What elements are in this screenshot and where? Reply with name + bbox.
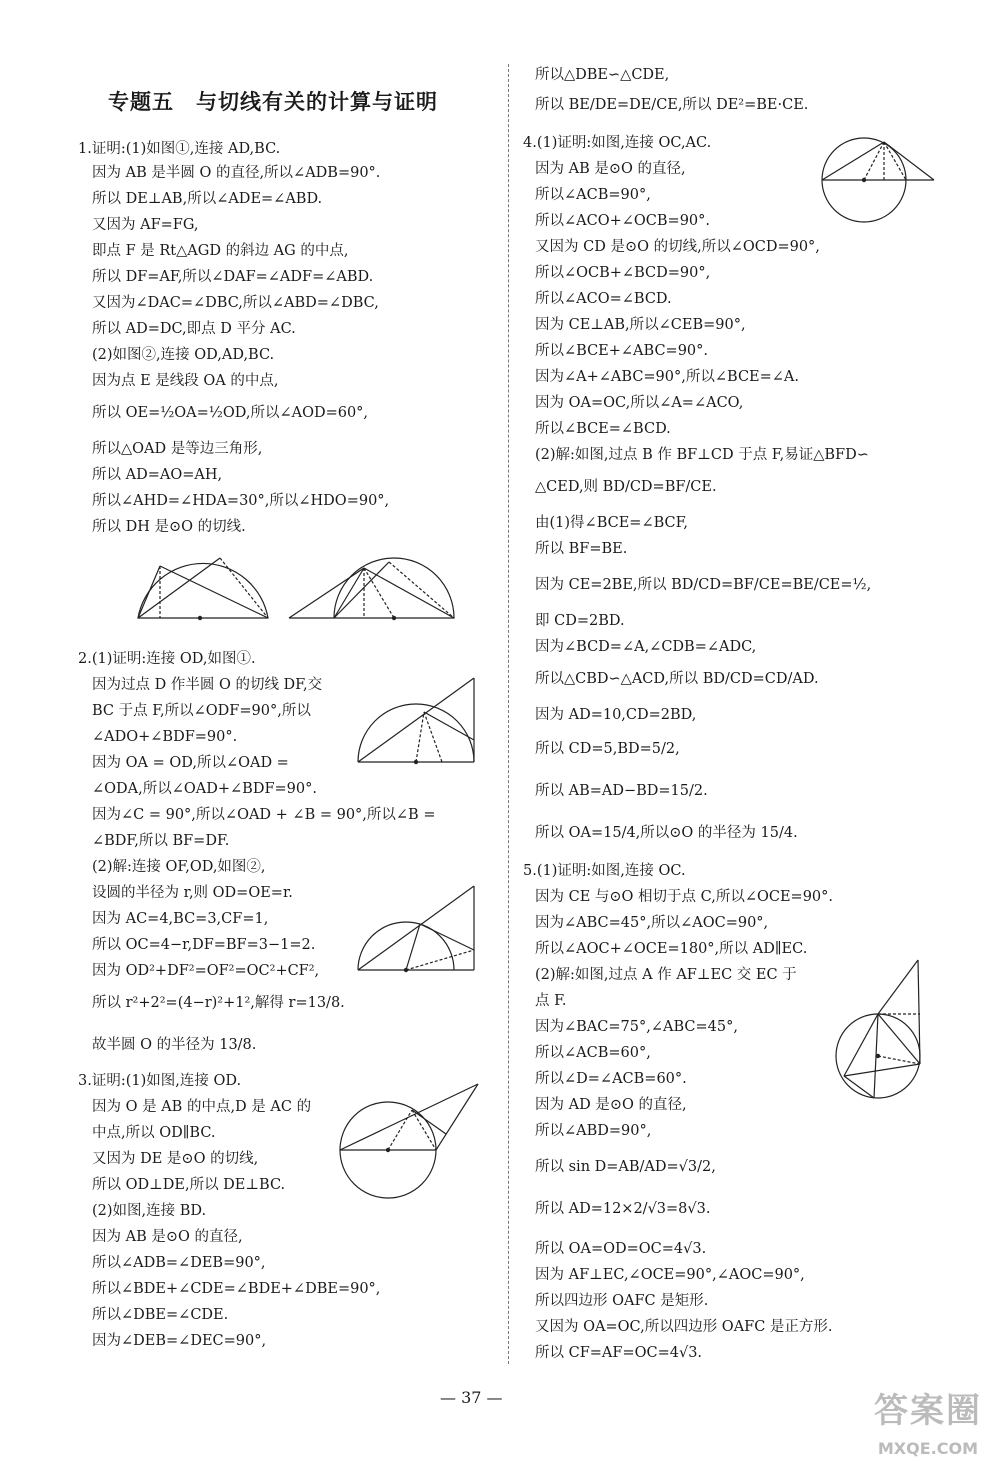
text-line: 点 F. <box>535 993 567 1009</box>
text-line: 又因为 DE 是⊙O 的切线, <box>92 1151 259 1167</box>
watermark-url: MXQE.COM <box>877 1439 978 1458</box>
text-line: 设圆的半径为 r,则 OD=OE=r. <box>92 885 293 901</box>
figure-5 <box>822 952 942 1116</box>
text-line: 因为 CE⊥AB,所以∠CEB=90°, <box>535 317 746 333</box>
text-line: 因为 AF⊥EC,∠OCE=90°,∠AOC=90°, <box>535 1267 805 1283</box>
text-line: 因为 OA = OD,所以∠OAD = <box>92 755 289 771</box>
text-line: 所以 AD=DC,即点 D 平分 AC. <box>92 321 296 337</box>
text-line: 中点,所以 OD∥BC. <box>92 1125 216 1141</box>
text-line: 所以∠BDE+∠CDE=∠BDE+∠DBE=90°, <box>92 1281 381 1297</box>
text-line: 所以∠D=∠ACB=60°. <box>535 1071 687 1087</box>
text-line: 4.(1)证明:如图,连接 OC,AC. <box>523 135 712 151</box>
text-line: 因为 AB 是⊙O 的直径, <box>535 161 686 177</box>
text-line: 因为∠BCD=∠A,∠CDB=∠ADC, <box>535 639 757 655</box>
text-line: 因为∠C = 90°,所以∠OAD + ∠B = 90°,所以∠B = <box>92 807 436 823</box>
figure-3 <box>330 1064 510 1178</box>
text-line: 所以 OC=4−r,DF=BF=3−1=2. <box>92 937 316 953</box>
text-line: 因为 AB 是⊙O 的直径, <box>92 1229 243 1245</box>
text-line: ∠ODA,所以∠OAD+∠BDF=90°. <box>92 781 317 797</box>
text-line: 因为 OA=OC,所以∠A=∠ACO, <box>535 395 744 411</box>
text-line: 因为∠DEB=∠DEC=90°, <box>92 1333 267 1349</box>
watermark-logo: 答案圈 <box>874 1391 982 1431</box>
page-title: 专题五 与切线有关的计算与证明 <box>108 90 438 114</box>
text-line: 所以∠DBE=∠CDE. <box>92 1307 229 1323</box>
text-line: 所以 sin D=AB/AD=√3/2, <box>535 1159 716 1175</box>
text-line: 所以∠ACB=90°, <box>535 187 651 203</box>
text-line: 2.(1)证明:连接 OD,如图①. <box>78 651 256 667</box>
text-line: 所以 CD=5,BD=5/2, <box>535 741 680 757</box>
text-line: 所以 AD=AO=AH, <box>92 467 223 483</box>
text-line: 因为 AC=4,BC=3,CF=1, <box>92 911 269 927</box>
text-line: 所以 DH 是⊙O 的切线. <box>92 519 246 535</box>
text-line: 因为∠ABC=45°,所以∠AOC=90°, <box>535 915 769 931</box>
text-line: (2)如图②,连接 OD,AD,BC. <box>92 347 275 363</box>
text-line: 故半圆 O 的半径为 13/8. <box>92 1037 257 1053</box>
text-line: 所以 CF=AF=OC=4√3. <box>535 1345 703 1361</box>
text-line: 所以 r²+2²=(4−r)²+1²,解得 r=13/8. <box>92 995 345 1011</box>
text-line: 即点 F 是 Rt△AGD 的斜边 AG 的中点, <box>92 243 349 259</box>
text-line: 因为 OD²+DF²=OF²=OC²+CF², <box>92 963 320 979</box>
text-line: 所以 OD⊥DE,所以 DE⊥BC. <box>92 1177 286 1193</box>
text-line: 又因为 AF=FG, <box>92 217 199 233</box>
figure-4 <box>808 132 948 226</box>
text-line: 所以∠AOC+∠OCE=180°,所以 AD∥EC. <box>535 941 808 957</box>
text-line: 因为 AD 是⊙O 的直径, <box>535 1097 687 1113</box>
text-line: 因为过点 D 作半圆 O 的切线 DF,交 <box>92 677 323 693</box>
text-line: 所以∠BCE+∠ABC=90°. <box>535 343 709 359</box>
text-line: 又因为 CD 是⊙O 的切线,所以∠OCD=90°, <box>535 239 820 255</box>
text-line: 所以△DBE∽△CDE, <box>535 67 670 83</box>
text-line: 3.证明:(1)如图,连接 OD. <box>78 1073 242 1089</box>
text-line: 所以 OE=½OA=½OD,所以∠AOD=60°, <box>92 405 369 421</box>
text-line: 所以 AD=12×2/√3=8√3. <box>535 1201 711 1217</box>
text-line: 所以∠OCB+∠BCD=90°, <box>535 265 711 281</box>
text-line: 因为 CE 与⊙O 相切于点 C,所以∠OCE=90°. <box>535 889 834 905</box>
text-line: 所以△CBD∽△ACD,所以 BD/CD=CD/AD. <box>535 671 819 687</box>
page-number: — 37 — <box>440 1388 503 1407</box>
text-line: (2)如图,连接 BD. <box>92 1203 207 1219</box>
text-line: 所以 BF=BE. <box>535 541 628 557</box>
text-line: 所以∠AHD=∠HDA=30°,所以∠HDO=90°, <box>92 493 390 509</box>
figure-1-2 <box>284 548 474 642</box>
text-line: 因为 O 是 AB 的中点,D 是 AC 的 <box>92 1099 312 1115</box>
text-line: 因为∠BAC=75°,∠ABC=45°, <box>535 1019 738 1035</box>
text-line: 5.(1)证明:如图,连接 OC. <box>523 863 686 879</box>
figure-2-1 <box>350 672 490 776</box>
text-line: 所以∠ACO=∠BCD. <box>535 291 672 307</box>
text-line: 所以 OA=15/4,所以⊙O 的半径为 15/4. <box>535 825 798 841</box>
text-line: ∠ADO+∠BDF=90°. <box>92 729 238 745</box>
text-line: 因为 AD=10,CD=2BD, <box>535 707 697 723</box>
text-line: 所以 DE⊥AB,所以∠ADE=∠ABD. <box>92 191 323 207</box>
text-line: (2)解:如图,过点 A 作 AF⊥EC 交 EC 于 <box>535 967 797 983</box>
text-line: △CED,则 BD/CD=BF/CE. <box>535 479 717 495</box>
text-line: 因为 CE=2BE,所以 BD/CD=BF/CE=BE/CE=½, <box>535 577 872 593</box>
text-line: (2)解:连接 OF,OD,如图②, <box>92 859 266 875</box>
figure-2-2 <box>350 880 490 984</box>
text-line: 所以四边形 OAFC 是矩形. <box>535 1293 709 1309</box>
figure-1-1 <box>128 548 278 642</box>
text-line: 因为 AB 是半圆 O 的直径,所以∠ADB=90°. <box>92 165 381 181</box>
text-line: 所以△OAD 是等边三角形, <box>92 441 263 457</box>
text-line: 由(1)得∠BCE=∠BCF, <box>535 515 689 531</box>
text-line: 所以∠ABD=90°, <box>535 1123 652 1139</box>
text-line: 所以∠BCE=∠BCD. <box>535 421 671 437</box>
text-line: 即 CD=2BD. <box>535 613 625 629</box>
text-line: 1.证明:(1)如图①,连接 AD,BC. <box>78 141 281 157</box>
text-line: 所以 AB=AD−BD=15/2. <box>535 783 708 799</box>
text-line: 又因为∠DAC=∠DBC,所以∠ABD=∠DBC, <box>92 295 379 311</box>
text-line: BC 于点 F,所以∠ODF=90°,所以 <box>92 703 311 719</box>
text-line: 因为点 E 是线段 OA 的中点, <box>92 373 279 389</box>
text-line: (2)解:如图,过点 B 作 BF⊥CD 于点 F,易证△BFD∽ <box>535 447 869 463</box>
text-line: 所以 OA=OD=OC=4√3. <box>535 1241 707 1257</box>
text-line: ∠BDF,所以 BF=DF. <box>92 833 230 849</box>
text-line: 因为∠A+∠ABC=90°,所以∠BCE=∠A. <box>535 369 800 385</box>
text-line: 所以 BE/DE=DE/CE,所以 DE²=BE·CE. <box>535 97 809 113</box>
text-line: 所以∠ACO+∠OCB=90°. <box>535 213 710 229</box>
text-line: 又因为 OA=OC,所以四边形 OAFC 是正方形. <box>535 1319 833 1335</box>
text-line: 所以∠ACB=60°, <box>535 1045 651 1061</box>
text-line: 所以∠ADB=∠DEB=90°, <box>92 1255 266 1271</box>
text-line: 所以 DF=AF,所以∠DAF=∠ADF=∠ABD. <box>92 269 374 285</box>
